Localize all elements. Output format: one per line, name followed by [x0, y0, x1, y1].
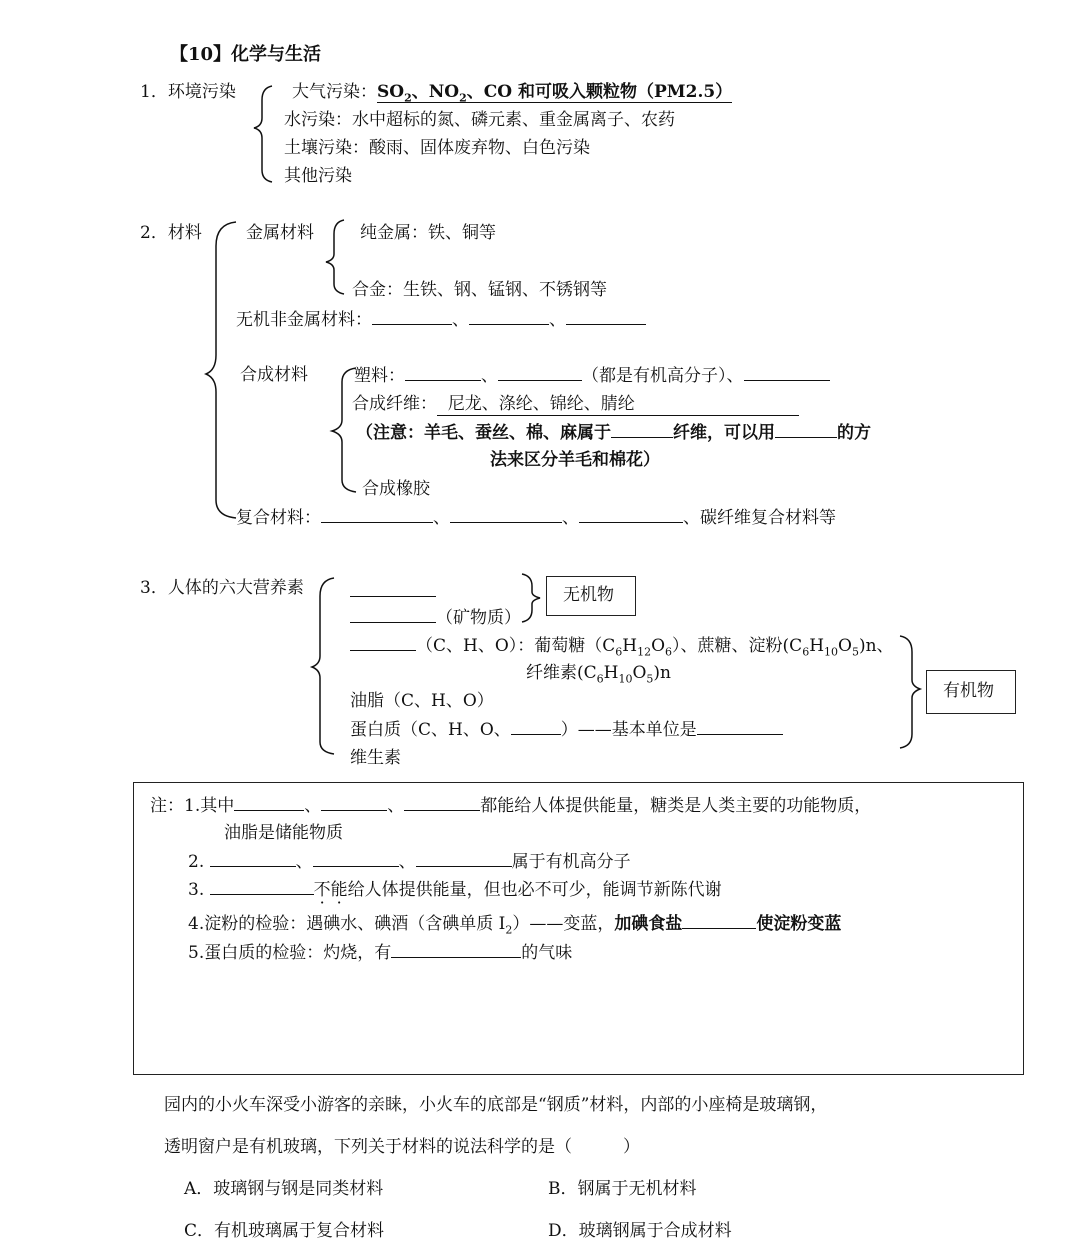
sugar-line: （C、H、O）：葡萄糖$(C_6H_{12}O_6)$、蔗糖、淀粉$(C_6H_{10}O_5)n$、	[350, 634, 894, 663]
metal-materials: 金属材料	[246, 223, 314, 243]
plastic-line: 塑料： 、 （都是有机高分子）、	[354, 364, 830, 387]
protein-line: 蛋白质（C、H、O、 ）——基本单位是	[350, 718, 783, 741]
fat-line: 油脂（C、H、O）	[350, 691, 494, 711]
mineral-line: （矿物质）	[350, 606, 521, 629]
vitamin-line: 维生素	[350, 748, 401, 768]
page-title: 【10】化学与生活	[170, 44, 322, 65]
section-1-label: 1．环境污染	[140, 82, 236, 102]
organic-box: 有机物	[926, 670, 1016, 714]
question-line-2: 透明窗户是有机玻璃，下列关于材料的说法科学的是（ ）	[164, 1137, 640, 1157]
air-pollution	[292, 81, 732, 109]
note-3: 3. 不能给人体提供能量，但也必不可少，能调节新陈代谢	[188, 880, 722, 900]
nutrient-blank-1	[350, 580, 436, 603]
air-pollution-detail: $SO_2$、$NO_2$、CO 和可吸入颗粒物（PM2.5）	[377, 82, 733, 105]
synthetic-rubber: 合成橡胶	[362, 479, 430, 499]
synthetic-fiber: 合成纤维： 尼龙、涤纶、锦纶、腈纶	[352, 393, 799, 416]
soil-pollution: 土壤污染：酸雨、固体废弃物、白色污染	[284, 138, 590, 158]
alloy: 合金：生铁、钢、锰钢、不锈钢等	[352, 280, 607, 300]
option-d[interactable]: D．玻璃钢属于合成材料	[548, 1221, 732, 1241]
air-pollution-label: 大气污染：	[292, 82, 377, 102]
section-3-label: 3．人体的六大营养素	[140, 578, 304, 598]
other-pollution: 其他污染	[284, 166, 352, 186]
pure-metal: 纯金属：铁、铜等	[360, 223, 496, 243]
option-b[interactable]: B．钢属于无机材料	[548, 1179, 697, 1199]
cellulose-line: 纤维素$(C_6H_{10}O_5)n$	[526, 663, 671, 686]
note-4: 4.淀粉的检验：遇碘水、碘酒（含碘单质 $I_2)——$变蓝，加碘食盐 使淀粉变蓝	[188, 914, 842, 937]
option-a[interactable]: A．玻璃钢与钢是同类材料	[184, 1179, 384, 1199]
synthetic-materials: 合成材料	[240, 365, 308, 385]
fiber-note: （注意：羊毛、蚕丝、棉、麻属于 纤维，可以用 的方	[356, 423, 871, 443]
composite-materials: 复合材料： 、 、 、碳纤维复合材料等	[236, 508, 836, 528]
section-2-label: 2．材料	[140, 223, 202, 243]
question-line-1: 园内的小火车深受小游客的亲睐，小火车的底部是“钢质”材料，内部的小座椅是玻璃钢，	[164, 1095, 828, 1115]
note-2: 2. 、 、 属于有机高分子	[188, 852, 631, 872]
water-pollution: 水污染：水中超标的氮、磷元素、重金属离子、农药	[284, 110, 675, 130]
inorganic-box: 无机物	[546, 576, 636, 616]
note-1: 注：1.其中 、 、 都能给人体提供能量，糖类是人类主要的功能物质，	[150, 796, 872, 816]
fiber-note-cont: 法来区分羊毛和棉花）	[490, 450, 660, 470]
note-1-cont: 油脂是储能物质	[224, 823, 343, 843]
inorganic-nonmetal: 无机非金属材料： 、 、	[236, 308, 646, 331]
option-c[interactable]: C．有机玻璃属于复合材料	[184, 1221, 385, 1241]
note-5: 5.蛋白质的检验：灼烧，有 的气味	[188, 943, 573, 963]
